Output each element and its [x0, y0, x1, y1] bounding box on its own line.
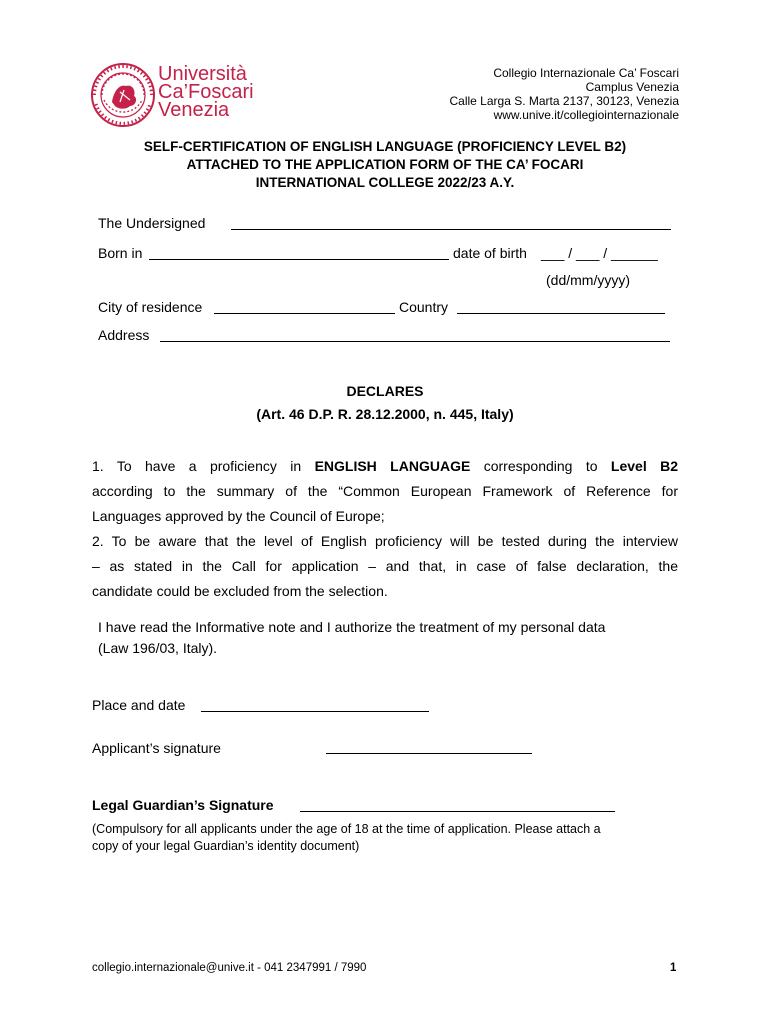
item-1-language: ENGLISH LANGUAGE	[314, 458, 471, 474]
guardian-note	[92, 821, 682, 855]
college-website: www.unive.it/collegiointernazionale	[493, 108, 679, 122]
college-campus: Camplus Venezia	[585, 80, 679, 94]
declaration-list	[92, 454, 678, 604]
consent-statement	[98, 617, 678, 659]
college-name: Collegio Internazionale Ca’ Foscari	[493, 66, 679, 80]
undersigned-input-line[interactable]	[231, 229, 671, 230]
item-1-prefix: 1. To have a proficiency in	[92, 458, 302, 474]
declares-reference: (Art. 46 D.P. R. 28.12.2000, n. 445, Italy)	[256, 406, 514, 422]
date-format-hint: (dd/mm/yyyy)	[546, 272, 630, 288]
declares-heading: DECLARES	[346, 383, 424, 399]
place-and-date-input-line[interactable]	[201, 711, 429, 712]
item-1-middle: corresponding to	[483, 458, 598, 474]
guardian-signature-line[interactable]	[300, 811, 615, 812]
declaration-item-2-line-2: – as stated in the Call for application – and that, in case of false declaration, the	[92, 558, 678, 574]
logo-text-venezia: Venezia	[158, 99, 230, 121]
guardian-note-line-1: (Compulsory for all applicants under the age of 18 at the time of application. Please attach a	[92, 822, 601, 836]
born-in-label: Born in	[98, 245, 143, 261]
undersigned-label: The Undersigned	[98, 215, 206, 231]
logo-text-ca-foscari: Ca’Foscari	[158, 81, 254, 103]
item-1-level: Level B2	[610, 458, 679, 474]
date-of-birth-input[interactable]: ___ / ___ / ______	[541, 245, 658, 261]
applicant-signature-label: Applicant’s signature	[92, 740, 221, 756]
address-input-line[interactable]	[160, 341, 670, 342]
university-seal-logo	[90, 62, 156, 128]
place-and-date-label: Place and date	[92, 697, 186, 713]
applicant-signature-line[interactable]	[326, 753, 532, 754]
address-label: Address	[98, 327, 150, 343]
country-input-line[interactable]	[457, 313, 665, 314]
declaration-item-1-line-1	[92, 454, 678, 479]
title-line-1: SELF-CERTIFICATION OF ENGLISH LANGUAGE (PROFICIENCY LEVEL B2)	[143, 139, 627, 154]
page-number: 1	[670, 962, 677, 974]
declaration-item-1-line-3: Languages approved by the Council of Europe;	[92, 508, 385, 524]
declaration-item-1-line-2: according to the summary of the “Common European Framework of Reference for	[92, 483, 678, 499]
born-in-input-line[interactable]	[149, 259, 449, 260]
footer-contact: collegio.internazionale@unive.it - 041 2347991 / 7990	[92, 962, 367, 974]
city-of-residence-input-line[interactable]	[214, 313, 395, 314]
college-street: Calle Larga S. Marta 2137, 30123, Venezia	[449, 94, 679, 108]
title-line-2: ATTACHED TO THE APPLICATION FORM OF THE CA’ FOCARI	[186, 157, 584, 172]
title-line-3: INTERNATIONAL COLLEGE 2022/23 A.Y.	[255, 175, 515, 190]
consent-line-1: I have read the Informative note and I authorize the treatment of my personal data	[98, 619, 606, 635]
declaration-item-2-line-1: 2. To be aware that the level of English proficiency will be tested during the interview	[92, 533, 678, 549]
date-of-birth-label: date of birth	[453, 245, 527, 261]
city-of-residence-label: City of residence	[98, 299, 203, 315]
guardian-signature-label: Legal Guardian’s Signature	[92, 797, 274, 813]
declaration-item-2-line-3: candidate could be excluded from the selection.	[92, 583, 388, 599]
consent-line-2: (Law 196/03, Italy).	[98, 640, 218, 656]
logo-text-universita: Università	[158, 63, 247, 85]
guardian-note-line-2: copy of your legal Guardian’s identity document)	[92, 839, 360, 853]
country-label: Country	[399, 299, 449, 315]
